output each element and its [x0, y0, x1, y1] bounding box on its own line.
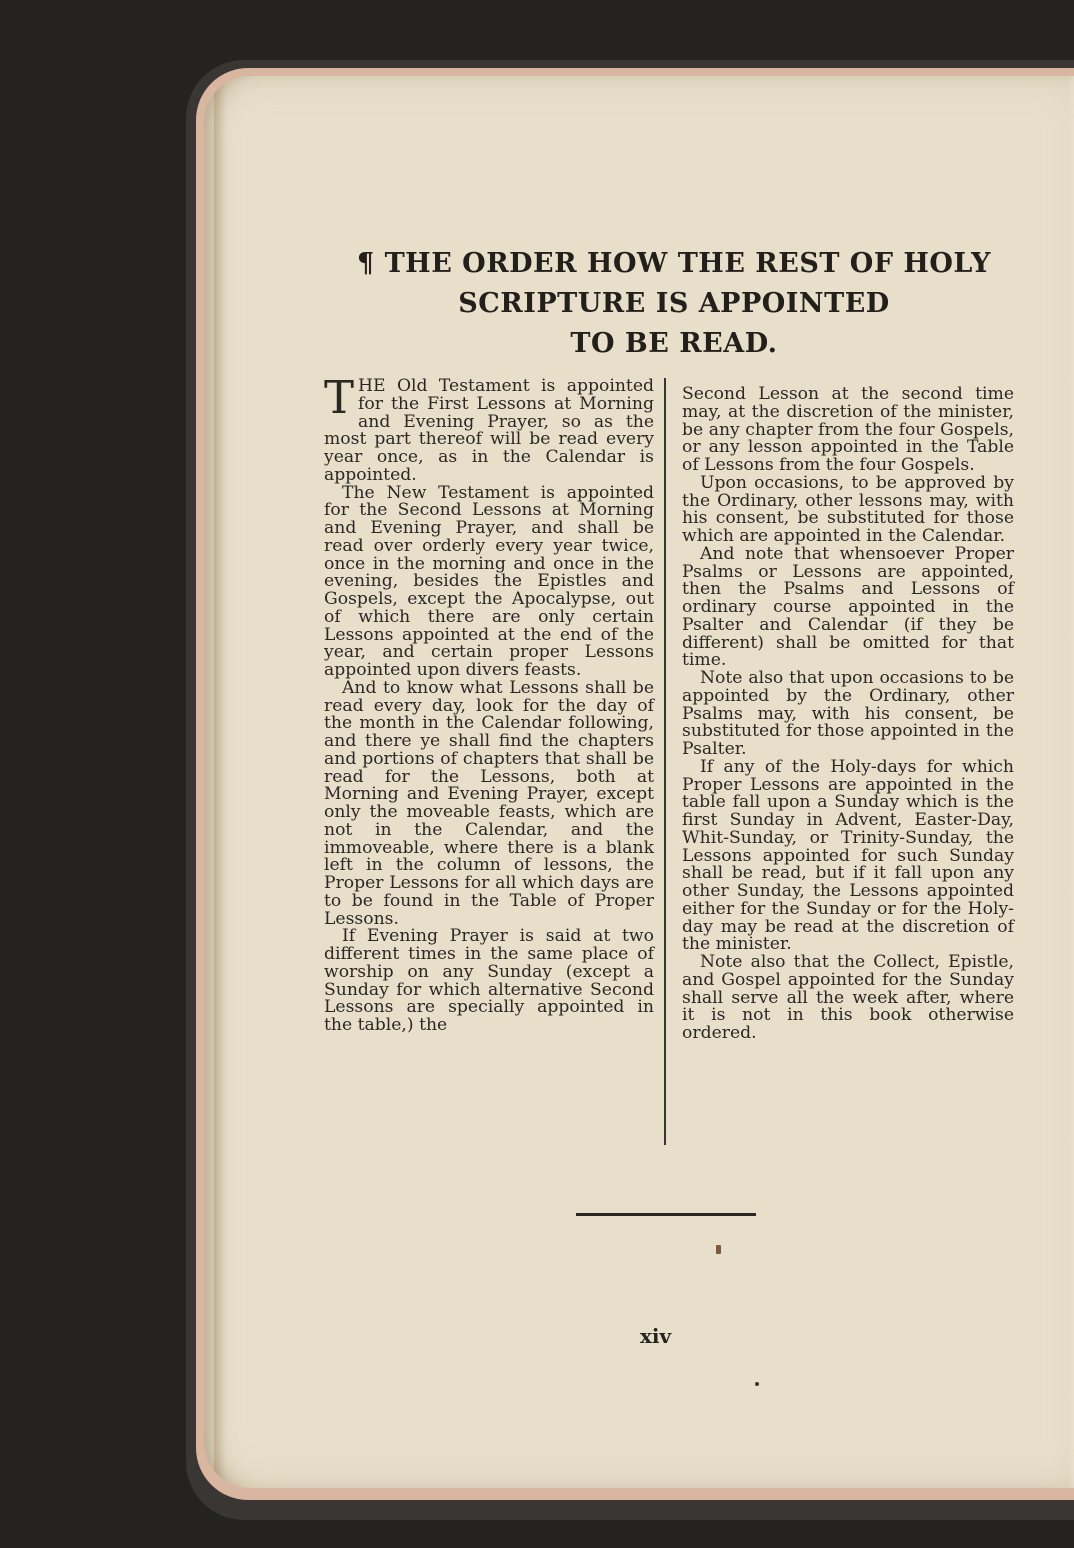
ink-mark [716, 1245, 721, 1254]
book-page [204, 76, 1074, 1488]
title-line-3: TO BE READ. [570, 328, 778, 359]
left-paragraph-3: And to know what Lessons shall be read every day, look for the day of the month in the Calendar following, and there ye shall find the chapters and portions of chapters that shall be read for the Lessons, both at Morning and Evening Prayer, except only the moveable feasts, which are not in the Calendar, and the immoveable, where there is a blank left in the column of lessons, the Proper Lessons for all which days are to be found in the Table of Proper Lessons. [324, 677, 654, 929]
ink-dot [755, 1382, 759, 1386]
left-paragraph-4: If Evening Prayer is said at two different times in the same place of worship on any Sunday (except a Sunday for which alternative Second Lessons are specially appointed in the table,) the [324, 926, 654, 1035]
right-paragraph-4: Note also that upon occasions to be appointed by the Ordinary, other Psalms may, with his consent, be substituted for those appointed in the Psalter. [682, 668, 1014, 759]
right-paragraph-2: Upon occasions, to be approved by the Ordinary, other lessons may, with his consent, be substituted for those which are appointed in the Calendar. [682, 472, 1014, 546]
left-paragraph-1 [324, 371, 654, 485]
right-paragraph-1: Second Lesson at the second time may, at the discretion of the minister, be any chapter from the four Gospels, or any lesson appointed in the Table of Lessons from the four Gospels. [682, 384, 1014, 475]
page-gutter-shadow [214, 76, 226, 1488]
page-number: xiv [640, 1324, 672, 1348]
column-divider [664, 378, 666, 1145]
section-end-rule [576, 1213, 756, 1216]
drop-cap: T [324, 371, 355, 424]
left-paragraph-1-text: HE Old Testament is appointed for the First Lessons at Morning and Evening Prayer, so as the most part thereof will be read every year once, as in the Calendar is appointed. [324, 376, 654, 485]
title-line-1: ¶ THE ORDER HOW THE REST OF HOLY [357, 248, 991, 279]
page-right-edge [1068, 76, 1074, 1488]
right-paragraph-3: And note that whensoever Proper Psalms or Lessons are appointed, then the Psalms and Lessons of ordinary course appointed in the Psalter and Calendar (if they be different) shall be omitted for that time. [682, 543, 1014, 671]
right-paragraph-5: If any of the Holy-days for which Proper Lessons are appointed in the table fall upon a Sunday which is the first Sunday in Advent, Easter-Day, Whit-Sunday, or Trinity-Sunday, the Lessons appointed for such Sunday shall be read, but if it fall upon any other Sunday, the Lessons appointed either for the Sunday or for the Holy-day may be read at the discretion of the minister. [682, 756, 1014, 955]
right-column [682, 386, 1014, 1043]
right-paragraph-6: Note also that the Collect, Epistle, and Gospel appointed for the Sunday shall serve all the week after, where it is not in this book otherwise ordered. [682, 952, 1014, 1043]
left-column [324, 371, 654, 1035]
left-paragraph-2: The New Testament is appointed for the Second Lessons at Morning and Evening Prayer, and shall be read over orderly every year twice, once in the morning and once in the evening, besides the Epistles and Gospels, except the Apocalypse, out of which there are only certain Lessons appointed at the end of the year, and certain proper Lessons appointed upon divers feasts. [324, 482, 654, 680]
page-title [324, 244, 1024, 364]
title-line-2: SCRIPTURE IS APPOINTED [458, 288, 890, 319]
